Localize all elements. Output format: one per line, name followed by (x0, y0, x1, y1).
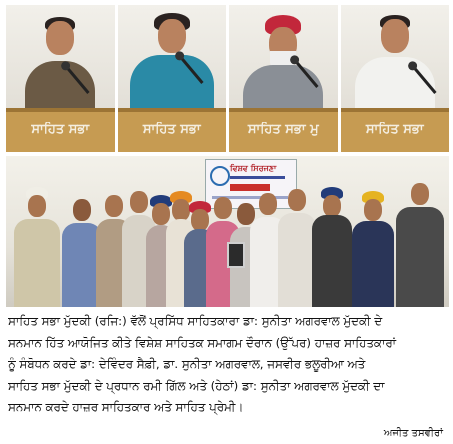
person (14, 187, 60, 307)
caption-line: ਸਨਮਾਨ ਹਿੱਤ ਆਯੋਜਿਤ ਕੀਤੇ ਵਿਸ਼ੇਸ਼ ਸਾਹਿਤਕ ਸਮਾਗਮ ਦੌਰਾਨ (ਉੱਪਰ) ਹਾਜ਼ਰ ਸਾਹਿਤਕਾਰਾਂ (8, 335, 396, 350)
photo-caption (8, 311, 448, 419)
speaker-photo-4 (341, 5, 450, 152)
speaker-photo-1 (6, 5, 115, 152)
person (278, 189, 316, 307)
banner-title: ਵਿਸ਼ਵ ਸਿਰਜਣਾ (230, 164, 277, 173)
podium (118, 108, 227, 152)
caption-line: ਸਾਹਿਤ ਸਭਾ ਮੁੱਦਕੀ (ਰਜਿ:) ਵੱਲੋਂ ਪ੍ਰਸਿੱਧ ਸਾਹਿਤਕਾਰਾ ਡਾ: ਸੁਨੀਤਾ ਅਗਰਵਾਲ ਮੁੱਦਕੀ ਦੇ (8, 314, 383, 328)
podium-text: ਸਾਹਿਤ ਸਭਾ ਮੁ (247, 122, 319, 137)
speaker-photo-3 (229, 5, 338, 152)
group-honour-photo (6, 156, 449, 307)
photo-credit: ਅਜੀਤ ਤਸਵੀਰਾਂ (383, 428, 443, 439)
award-plaque (227, 242, 245, 268)
caption-line: ਨੂੰ ਸੰਬੋਧਨ ਕਰਦੇ ਡਾ: ਦੇਵਿੰਦਰ ਸੈਫ਼ੀ, ਡਾ. ਸੁਨੀਤਾ ਅਗਰਵਾਲ, ਜਸਵੀਰ ਭਲੂਰੀਆ ਅਤੇ (8, 357, 366, 371)
banner-logo-icon (210, 166, 230, 186)
caption-line: ਸਾਹਿਤ ਸਭਾ ਮੁੱਦਕੀ ਦੇ ਪ੍ਰਧਾਨ ਰਮੀ ਗਿੱਲ ਅਤੇ (ਹੇਠਾਂ) ਡਾ: ਸੁਨੀਤਾ ਅਗਰਵਾਲ ਮੁੱਦਕੀ ਦਾ (8, 378, 385, 393)
person (312, 187, 352, 307)
podium-text: ਸਾਹਿਤ ਸਭਾ (31, 122, 90, 137)
podium-text: ਸਾਹਿਤ ਸਭਾ (142, 122, 201, 137)
person (352, 191, 394, 307)
speaker-photo-2 (118, 5, 227, 152)
podium (341, 108, 450, 152)
speakers-photo-row (6, 5, 449, 152)
person (396, 183, 444, 307)
podium-text: ਸਾਹਿਤ ਸਭਾ (365, 122, 424, 137)
caption-line: ਸਨਮਾਨ ਕਰਦੇ ਹਾਜ਼ਰ ਸਾਹਿਤਕਾਰ ਅਤੇ ਸਾਹਿਤ ਪ੍ਰੇਮੀ। (8, 400, 244, 414)
podium (6, 108, 115, 152)
podium (229, 108, 338, 152)
